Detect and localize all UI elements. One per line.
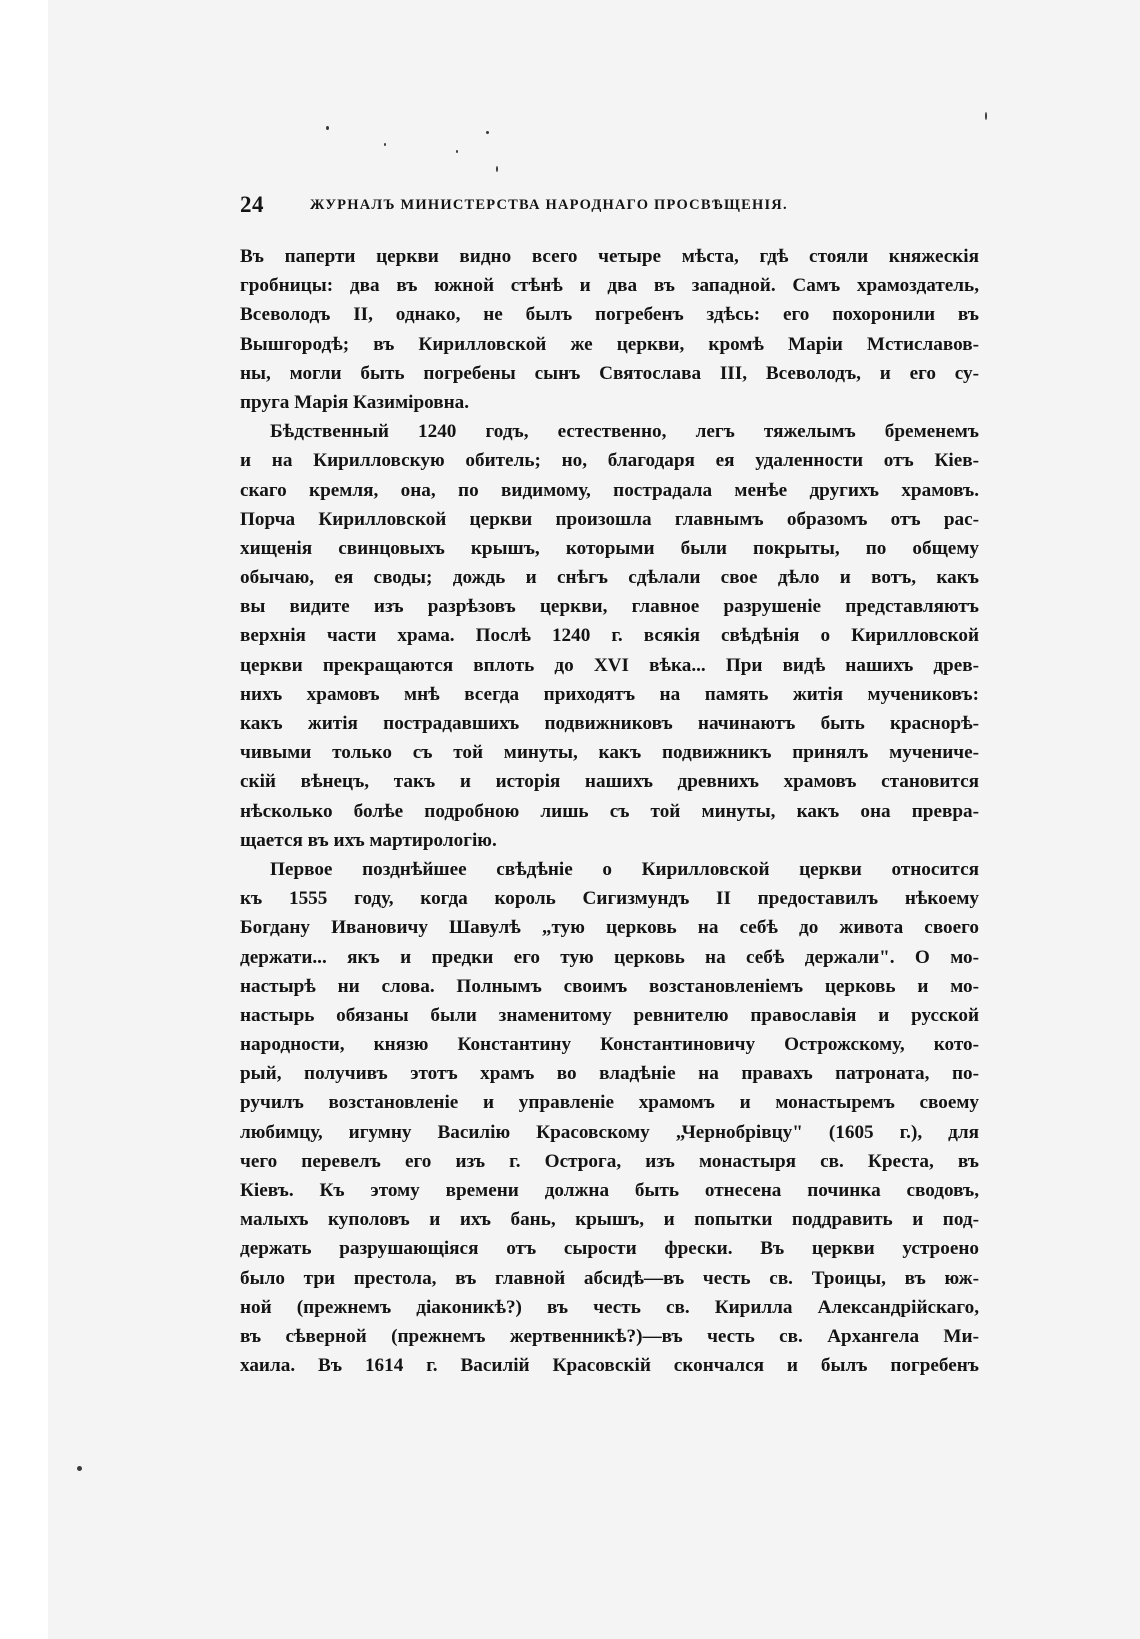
- text-line: чивыми только съ той минуты, какъ подвижникъ принялъ мучениче-: [240, 742, 979, 764]
- text-line: чего перевелъ его изъ г. Острога, изъ монастыря св. Креста, въ: [240, 1150, 979, 1172]
- text-line: и на Кирилловскую обитель; но, благодаря ея удаленности отъ Кіев-: [240, 450, 979, 472]
- body-text: [240, 242, 979, 1380]
- text-line: Порча Кирилловской церкви произошла главнымъ образомъ отъ рас-: [240, 508, 979, 530]
- text-line: скій вѣнецъ, такъ и исторія нашихъ древнихъ храмовъ становится: [240, 771, 979, 793]
- page-header: [240, 192, 880, 222]
- text-line: Всеволодъ II, однако, не былъ погребенъ здѣсь: его похоронили въ: [240, 304, 979, 326]
- scan-speck: [326, 126, 329, 130]
- scan-speck: [486, 131, 489, 134]
- text-line: пруга Марія Казиміровна.: [240, 391, 470, 413]
- text-line: хаила. Въ 1614 г. Василій Красовскій скончался и былъ погребенъ: [240, 1355, 979, 1377]
- text-line: къ 1555 году, когда король Сигизмундъ II предоставилъ нѣкоему: [240, 888, 979, 910]
- scan-speck: [77, 1466, 82, 1471]
- running-title: ЖУРНАЛЪ МИНИСТЕРСТВА НАРОДНАГО ПРОСВѢЩЕНІЯ.: [310, 197, 788, 213]
- text-line: малыхъ куполовъ и ихъ бань, крышъ, и попытки поддравить и под-: [240, 1209, 979, 1231]
- text-line: скаго кремля, она, по видимому, пострадала менѣе другихъ храмовъ.: [240, 479, 979, 501]
- text-line: нихъ храмовъ мнѣ всегда приходятъ на память житія мучениковъ:: [240, 683, 979, 705]
- scan-speck: [496, 166, 498, 172]
- text-line: церкви прекращаются вплоть до XVI вѣка... При видѣ нашихъ древ-: [240, 654, 979, 676]
- text-line: держать разрушающіяся отъ сырости фрески. Въ церкви устроено: [240, 1238, 979, 1260]
- text-line: Бѣдственный 1240 годъ, естественно, легъ тяжелымъ бременемъ: [270, 421, 979, 443]
- text-line: гробницы: два въ южной стѣнѣ и два въ западной. Самъ храмоздатель,: [240, 275, 979, 297]
- text-line: Вышгородѣ; въ Кирилловской же церкви, кромѣ Маріи Мстиславов-: [240, 333, 979, 355]
- text-line: ручилъ возстановленіе и управленіе храмомъ и монастыремъ своему: [240, 1092, 979, 1114]
- text-line: настырѣ ни слова. Полнымъ своимъ возстановленіемъ церковь и мо-: [240, 975, 979, 997]
- text-line: настырь обязаны были знаменитому ревнителю православія и русской: [240, 1004, 979, 1026]
- text-line: хищенія свинцовыхъ крышъ, которыми были покрыты, по общему: [240, 537, 979, 559]
- scan-speck: [985, 112, 987, 120]
- text-line: Первое позднѣйшее свѣдѣніе о Кирилловской церкви относится: [270, 858, 979, 880]
- text-line: любимцу, игумну Василію Красовскому „Чернобрівцу" (1605 г.), для: [240, 1121, 979, 1143]
- text-line: рый, получивъ этотъ храмъ во владѣніе на правахъ патроната, по-: [240, 1063, 979, 1085]
- scan-speck: [456, 150, 458, 153]
- text-line: щается въ ихъ мартирологію.: [240, 829, 497, 851]
- text-line: нѣсколько болѣе подробною лишь съ той минуты, какъ она превра-: [240, 800, 979, 822]
- text-line: вы видите изъ разрѣзовъ церкви, главное разрушеніе представляютъ: [240, 596, 979, 618]
- text-line: верхнія части храма. Послѣ 1240 г. всякія свѣдѣнія о Кирилловской: [240, 625, 979, 647]
- scan-speck: [384, 143, 386, 146]
- page-number: 24: [240, 192, 264, 217]
- text-line: Кіевъ. Къ этому времени должна быть отнесена починка сводовъ,: [240, 1180, 979, 1201]
- text-line: ной (прежнемъ діаконикѣ?) въ честь св. Кирилла Александрійскаго,: [240, 1296, 979, 1318]
- text-line: было три престола, въ главной абсидѣ—въ честь св. Троицы, въ юж-: [240, 1267, 979, 1289]
- text-line: Въ паперти церкви видно всего четыре мѣста, гдѣ стояли княжескія: [240, 246, 979, 267]
- text-line: держати... якъ и предки его тую церковь на себѣ держали". О мо-: [240, 946, 979, 968]
- text-line: обычаю, ея своды; дождь и снѣгъ сдѣлали свое дѣло и вотъ, какъ: [240, 567, 979, 589]
- text-line: какъ житія пострадавшихъ подвижниковъ начинаютъ быть краснорѣ-: [240, 713, 979, 734]
- text-line: въ сѣверной (прежнемъ жертвенникѣ?)—въ честь св. Архангела Ми-: [240, 1325, 979, 1347]
- text-line: Богдану Ивановичу Шавулѣ „тую церковь на себѣ до живота своего: [240, 917, 979, 939]
- text-line: ны, могли быть погребены сынъ Святослава III, Всеволодъ, и его су-: [240, 362, 979, 384]
- text-line: народности, князю Константину Константиновичу Острожскому, кото-: [240, 1034, 979, 1056]
